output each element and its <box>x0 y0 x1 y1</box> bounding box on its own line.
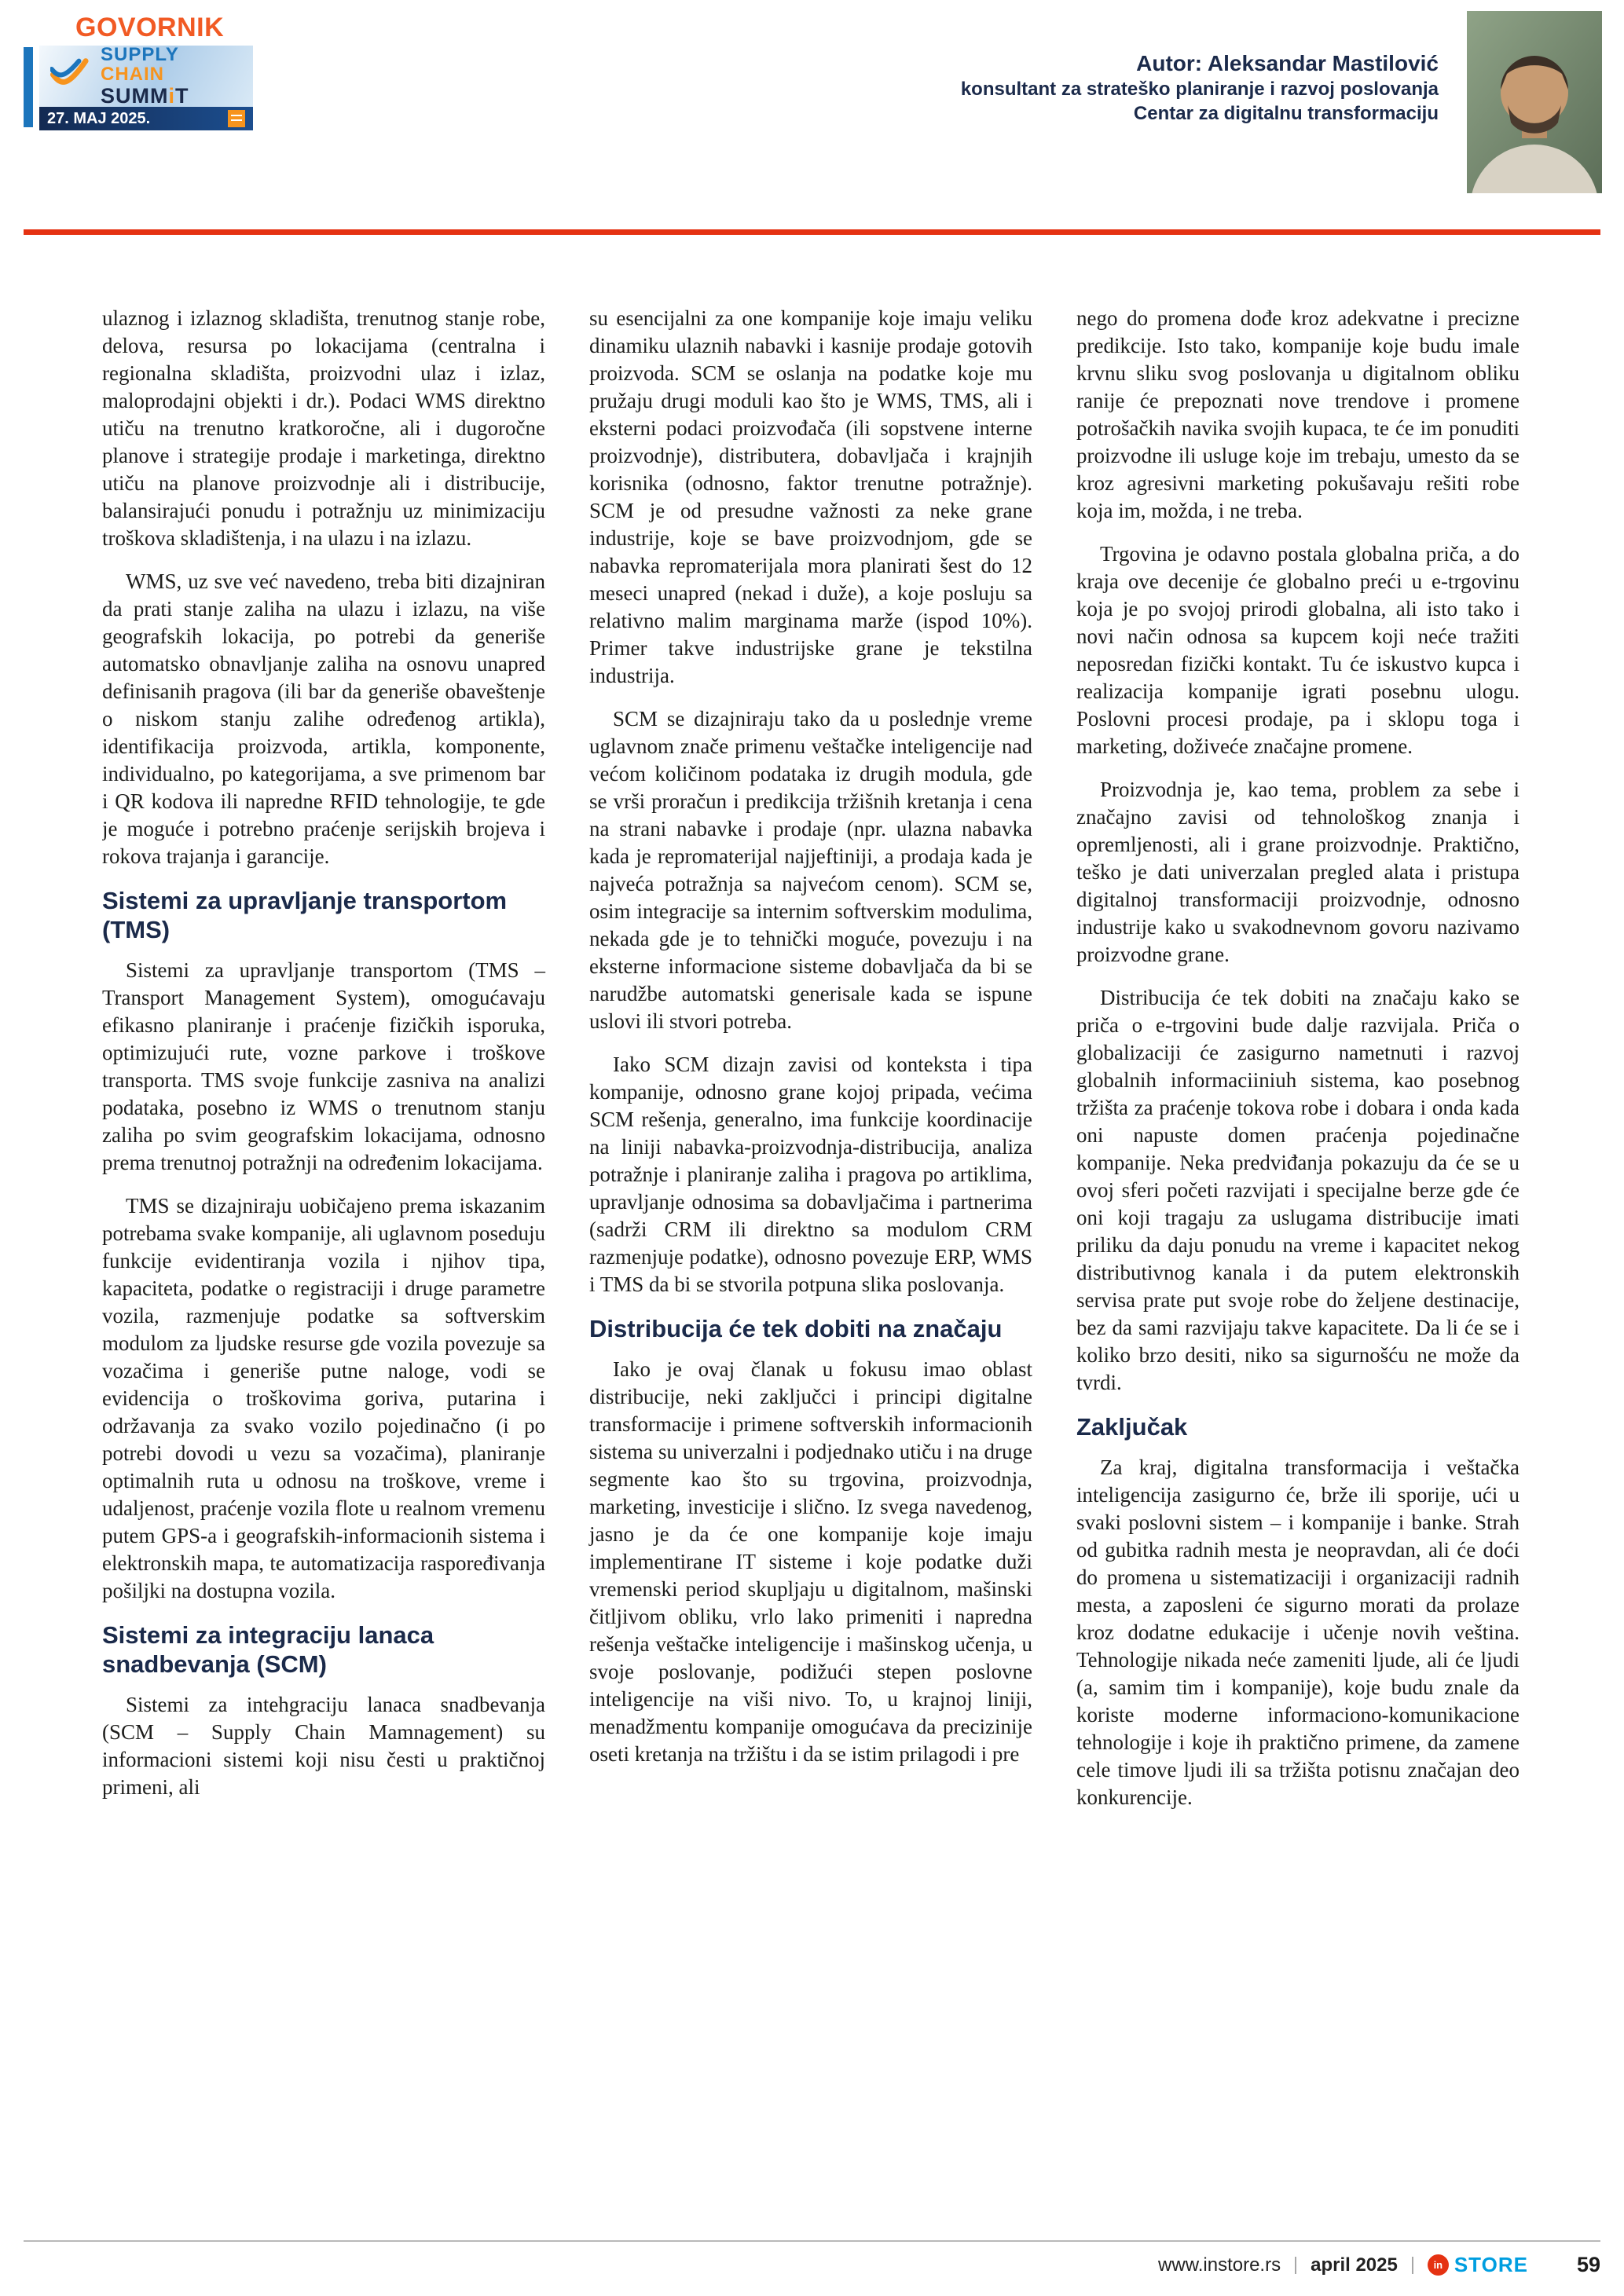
paragraph: Sistemi za upravljanje transportom (TMS – Transport Management System), omogućavaju efikasno planiranje i praćenje fizičkih isporuka, optimizujući rute, vozne parkove i troškove transporta. TMS svoje funkcije zasniva na analizi podataka, posebno iz WMS o trenutnom stanju zaliha po svim geografskim lokacijama, odnosno prema trenutnoj potražnji na određenim lokacijama. <box>102 958 545 1174</box>
calendar-icon <box>228 110 245 127</box>
paragraph: Iako je ovaj članak u fokusu imao oblast distribucije, neki zaključci i principi digitalne transformacije i primene softverskih informacionih sistema su univerzalni i podjednako utiču i na druge segmente kao što su trgovina, proizvodnja, marketing, investicije i slično. Iz svega navedenog, jasno je da će one kompanije koje imaju implementirane IT sisteme i koje podatke duži vremenski period skupljaju u digitalnom, mašinski čitljivom obliku, vrlo lako primeniti i napredna rešenja veštačke inteligencije i mašinskog učenja, u svoje poslovanje, podižući stepen poslovne inteligencije na viši nivo. To, u krajnoj liniji, menadžmentu kompanije omogućava da precizinije oseti kretanja na tržištu i da se istim prilagodi i pre <box>589 1357 1032 1766</box>
section-heading: Sistemi za upravljanje transportom (TMS) <box>102 887 508 943</box>
author-role: konsultant za strateško planiranje i razvoj poslovanja <box>960 79 1439 100</box>
section-heading: Distribucija će tek dobiti na značaju <box>589 1315 1003 1342</box>
footer-divider <box>1412 2257 1413 2274</box>
instore-logo-icon: in <box>1428 2254 1449 2276</box>
paragraph: Za kraj, digitalna transformacija i veštačka inteligencija zasigurno će, brže ili sporije, ući u svaki poslovni sistem – i kompanije i banke. Strah od gubitka radnih mesta je neopravdan, ali će doći do promena u sistematizaciji i organizaciji radnih mesta, a zaposleni će sigurno morati da prolaze kroz dodatne edukacije i učenje novih veština. Tehnologije nikada neće zameniti ljude, ali će ljudi (a, samim tim i kompanije), koje budu znale da koriste moderne informaciono-komunikacione tehnologije i koje ih praktično primene, da zamene cele timove ljudi ili sa tržišta potisnu značajan deo konkurencije. <box>1076 1456 1520 1809</box>
section-kicker: GOVORNIK <box>75 13 225 42</box>
paragraph: su esencijalni za one kompanije koje imaju veliku dinamiku ulaznih nabavki i kasnije prodaje gotovih proizvoda. SCM se oslanja na podatke koje mu pružaju drugi moduli kao što je WMS, TMS, ali i eksterni podaci proizvođača (ili sopstvene interne proizvodnje), distributera, dobavljača i krajnjih korisnika (odnosno, faktor trenutne potražnje). SCM je od presudne važnosti za neke grane industrije, koje se bave proizvodnjom, gde se nabavka repromaterijala mora planirati šest do 12 meseci unapred (nekad i duže), a koje posluju sa relativno malim marginama marže (ispod 10%). Primer takve industrijske grane je tekstilna industrija. <box>589 306 1032 687</box>
logo-wordmark <box>101 46 189 107</box>
header-rule <box>24 229 1600 235</box>
instore-logo-text: STORE <box>1454 2253 1528 2276</box>
paragraph: Trgovina je odavno postala globalna priča, a do kraja ove decenije će globalno preći u e-trgovinu koja je po svojoj prirodi globalna, ali isto tako i novi način odnosa sa kupcem koji neće tražiti neposredan fizički kontakt. Tu će iskustvo kupca i realizacija kompanije igrati posebnu ulogu. Poslovni procesi prodaje, pa i sklopu toga i marketing, doživeće značajne promene. <box>1076 542 1520 758</box>
author-photo <box>1467 11 1602 193</box>
paragraph: SCM se dizajniraju tako da u poslednje vreme uglavnom znače primenu veštačke inteligencije nad većom količinom podataka iz drugih modula, gde se vrši proračun i predikcija tržišnih kretanja i cena na strani nabavke i prodaje (npr. ulazna nabavka kada je repromaterijal najjeftiniji, a prodaja kada je najveća potražnja sa najvećom cenom). SCM se, osim integracije sa internim softverskim modulima, nekada gde je to tehnički moguće, povezuju i na eksterne informacione sisteme dobavljača da bi se narudžbe automatski generisale kada se ispune uslovi ili stvori potreba. <box>589 707 1032 1033</box>
section-heading: Sistemi za integraciju lanaca snadbevanja (SCM) <box>102 1621 434 1678</box>
event-date: 27. MAJ 2025. <box>47 109 151 127</box>
footer-divider <box>1295 2257 1296 2274</box>
paragraph: nego do promena dođe kroz adekvatne i precizne predikcije. Isto tako, kompanije koje budu imale krvnu sliku svog poslovanja u digitalnom obliku ranije će prepoznati nove trendove i promene potrošačkih navika svojih kupaca, te će im ponuditi proizvodne ili usluge koje im trebaju, umesto da se kroz agresivni marketing pokušavaju rešiti robe koja im, možda, i ne treba. <box>1076 306 1520 522</box>
logo-main-area <box>39 46 253 107</box>
logo-word-supply: SUPPLY <box>101 44 179 66</box>
supply-chain-summit-logo <box>39 46 253 130</box>
logo-word-summit: SUMMiT <box>101 83 189 108</box>
article-column-3 <box>1076 305 1520 2206</box>
issue-date: april 2025 <box>1311 2254 1398 2276</box>
paragraph: WMS, uz sve već navedeno, treba biti dizajniran da prati stanje zaliha na ulazu i izlazu, na više geografskih lokacija, po potrebi da generiše automatsko obnavljanje zaliha na osnovu unapred definisanih pragova (ili bar da generiše obaveštenje o niskom stanju zalihe određenog artikla), identifikacija proizvoda, artikla, komponente, individualno, po kategorijama, a sve primenom bar i QR kodova ili napredne RFID tehnologije, te gde je moguće i potrebno praćenje serijskih brojeva i rokova trajanja i garancije. <box>102 569 545 868</box>
paragraph: Iako SCM dizajn zavisi od konteksta i tipa kompanije, odnosno grane kojoj pripada, većima SCM rešenja, generalno, ima funkcije koordinacije na liniji nabavka-proizvodnja-distribucija, analiza potražnje i planiranje zaliha i pragova po artiklima, upravljanje odnosima sa dobavljačima i partnerima (sadrži CRM ili direktno sa modulom CRM razmenjuje podatke), odnosno povezuje ERP, WMS i TMS da bi se stvorila potpuna slika poslovanja. <box>589 1053 1032 1296</box>
event-date-bar <box>39 107 253 130</box>
instore-logo <box>1428 2253 1528 2277</box>
page-number: 59 <box>1576 2253 1600 2276</box>
paragraph: Proizvodnja je, kao tema, problem za sebe i značajno zavisi od tehnološkog znanja i opremljenosti, ali i grane proizvodnje. Praktično, teško je dati univerzalan pregled alata i pristupa digitalnoj transformaciji proizvodnje, odnosno industrije kako u svakodnevnom govoru nazivamo proizvodne grane. <box>1076 778 1520 966</box>
author-block <box>961 50 1439 126</box>
logo-accent-stripe <box>24 47 33 127</box>
author-name: Autor: Aleksandar Mastilović <box>1136 51 1439 75</box>
paragraph: TMS se dizajniraju uobičajeno prema iskazanim potrebama svake kompanije, ali uglavnom poseduju funkcije evidentiranja vozila i njihov tipa, kapaciteta, podatke o registraciji i druge parametre vozila, razmenjuje podatke sa softverskim modulom za ljudske resurse gde vozila povezuje sa vozačima i generiše putne naloge, vodi se evidencija o troškovima goriva, putarina i održavanja za svako vozilo pojedinačno (i po potrebi dovodi u vezu sa vozačima), planiranje optimalnih ruta u odnosu na troškove, vreme i udaljenost, praćenje vozila flote u realnom vremenu putem GPS-a i geografskih-informacionih sistema i elektronskih mapa, te automatizacija raspoređivanja pošiljki na dostupna vozila. <box>102 1194 545 1602</box>
article-body <box>102 305 1520 2206</box>
article-column-2 <box>589 305 1032 2206</box>
paragraph: ulaznog i izlaznog skladišta, trenutnog stanje robe, delova, resursa po lokacijama (centralna i regionalna skladišta, proizvodni ulaz i izlaz, maloprodajni objekti i dr.). Podaci WMS direktno utiču na trenutno kratkoročne, ali i dugoročne planove i strategije prodaje i marketinga, direktno utiču na planove proizvodnje ali i distribucije, balansirajući ponudu i potražnju uz minimizaciju troškova skladištenja, i na ulazu i na izlazu. <box>102 306 545 550</box>
author-organization: Centar za digitalnu transformaciju <box>1133 103 1439 124</box>
page-footer <box>24 2240 1600 2277</box>
section-heading: Zaključak <box>1076 1413 1188 1441</box>
paragraph: Distribucija će tek dobiti na značaju kako se priča o e-trgovini bude dalje razvijala. Priča o globalizaciji će zasigurno nametnuti i razvoj globalnih informaciiniuh sistema, kao posebnog tržišta za praćenje tokova robe i dobara i onda kada oni napuste domen praćenja pojedinačne kompanije. Neka predviđanja pokazuju da će se u ovoj sferi početi razvijati i specijalne berze gde će oni koji tragaju za uslugama distribucije imati priliku da daju ponudu na vreme i kapacitet nekog distributivnog kanala i da putem elektronskih servisa prate put svoje robe do željene destinacije, bez da sami razvijaju takve kapacitete. Da li će se i koliko brzo desiti, niko sa sigurnošću ne može da tvrdi. <box>1076 986 1520 1394</box>
summit-swoosh-icon <box>50 57 91 97</box>
logo-word-chain: CHAIN <box>101 63 164 85</box>
paragraph: Sistemi za intehgraciju lanaca snadbevanja (SCM – Supply Chain Mamnagement) su informacioni sistemi koji nisu česti u praktičnoj primeni, ali <box>102 1693 545 1799</box>
website-link[interactable]: www.instore.rs <box>1158 2254 1281 2276</box>
article-column-1 <box>102 305 545 2206</box>
